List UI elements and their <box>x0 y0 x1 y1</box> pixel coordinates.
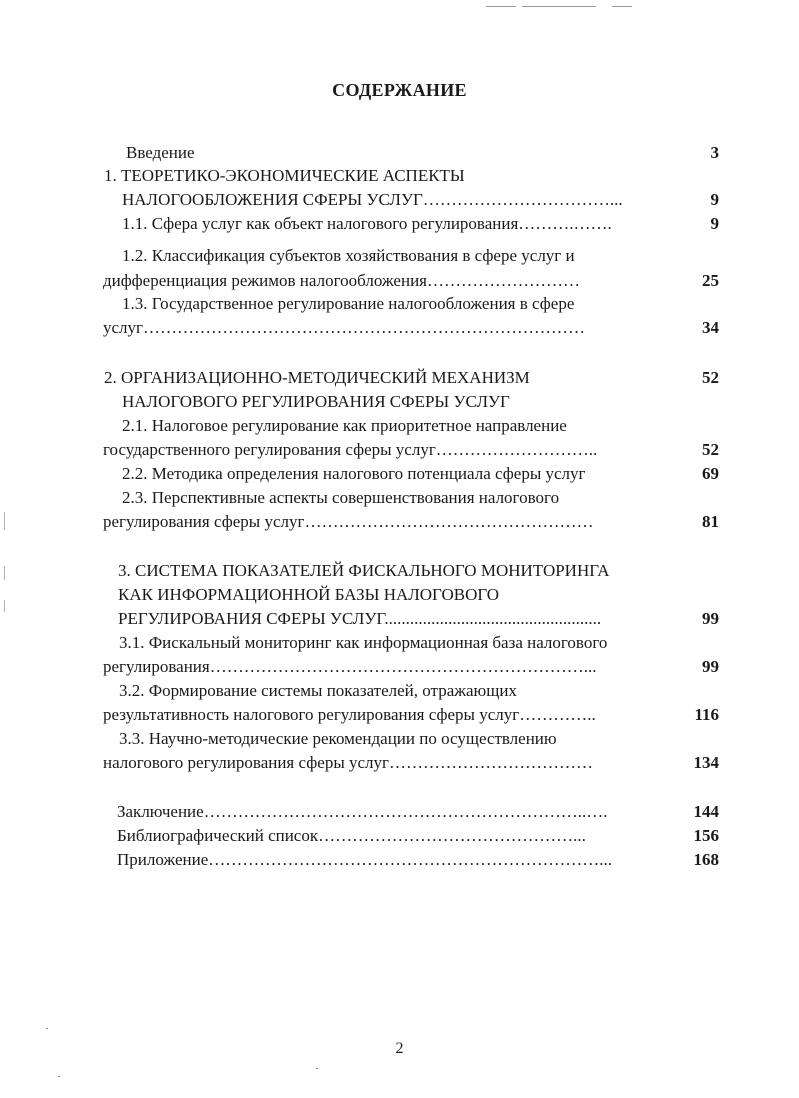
toc-page-number: 25 <box>702 271 719 290</box>
page-number: 2 <box>395 1040 404 1057</box>
toc-section-1-1: 1.1. Сфера услуг как объект налогового регулирования……….……. <box>122 214 612 233</box>
scan-artifact <box>58 1076 60 1077</box>
scan-artifact <box>4 600 5 612</box>
toc-section-2-2: 2.2. Методика определения налогового потенциала сферы услуг <box>122 464 586 483</box>
toc-page-number: 9 <box>710 214 719 233</box>
toc-section-2-3: 2.3. Перспективные аспекты совершенствования налогового <box>122 488 560 507</box>
toc-page-number: 134 <box>693 753 719 772</box>
toc-section-1-2: 1.2. Классификация субъектов хозяйствования в сфере услуг и <box>122 246 575 265</box>
toc-section-3-1: регулирования…………………………………………………………... <box>103 657 597 676</box>
toc-page-number: 116 <box>694 705 719 724</box>
page-title: СОДЕРЖАНИЕ <box>332 80 467 100</box>
scan-artifact <box>316 1068 318 1069</box>
toc-page-number: 69 <box>702 464 719 483</box>
toc-chapter-1: 1. ТЕОРЕТИКО-ЭКОНОМИЧЕСКИЕ АСПЕКТЫ <box>104 166 465 185</box>
toc-chapter-2: НАЛОГОВОГО РЕГУЛИРОВАНИЯ СФЕРЫ УСЛУГ <box>122 392 510 411</box>
toc-page-number: 99 <box>702 657 719 676</box>
toc-page-number: 168 <box>693 850 719 869</box>
toc-section-3-1: 3.1. Фискальный мониторинг как информационная база налогового <box>119 633 608 652</box>
scan-artifact <box>4 512 5 530</box>
scan-artifact <box>46 1028 48 1029</box>
toc-section-3-2: результативность налогового регулирования сферы услуг………….. <box>103 705 596 724</box>
toc-entry-intro: Введение <box>126 143 195 162</box>
toc-chapter-3: КАК ИНФОРМАЦИОННОЙ БАЗЫ НАЛОГОВОГО <box>118 585 500 604</box>
toc-section-2-1: государственного регулирования сферы услуг……………………….. <box>103 440 598 459</box>
toc-section-1-3: 1.3. Государственное регулирование налогообложения в сфере <box>122 294 575 313</box>
toc-appendix: Приложение……………………………………………………………... <box>117 850 612 869</box>
scan-artifact <box>486 6 516 7</box>
toc-section-2-3: регулирования сферы услуг…………………………………………… <box>103 512 594 531</box>
toc-bibliography: Библиографический список………………………………………... <box>117 826 586 845</box>
toc-page-number: 34 <box>702 318 719 337</box>
toc-page-number: 9 <box>710 190 719 209</box>
scan-artifact <box>522 6 596 7</box>
toc-chapter-3: 3. СИСТЕМА ПОКАЗАТЕЛЕЙ ФИСКАЛЬНОГО МОНИТОРИНГА <box>118 561 610 580</box>
toc-conclusion: Заключение…………………………………………………………..…. <box>117 802 608 821</box>
toc-page-number: 99 <box>702 609 719 628</box>
toc-chapter-2: 2. ОРГАНИЗАЦИОННО-МЕТОДИЧЕСКИЙ МЕХАНИЗМ <box>104 368 530 387</box>
toc-section-3-2: 3.2. Формирование системы показателей, отражающих <box>119 681 517 700</box>
scan-artifact <box>4 566 5 580</box>
toc-section-3-3: 3.3. Научно-методические рекомендации по осуществлению <box>119 729 557 748</box>
toc-page-number: 3 <box>710 143 719 162</box>
toc-chapter-1: НАЛОГООБЛОЖЕНИЯ СФЕРЫ УСЛУГ……………………………... <box>122 190 623 209</box>
toc-page-number: 156 <box>693 826 719 845</box>
toc-section-3-3: налогового регулирования сферы услуг……………………………… <box>103 753 593 772</box>
toc-page-number: 52 <box>702 368 719 387</box>
scan-artifact <box>612 6 632 7</box>
toc-section-2-1: 2.1. Налоговое регулирование как приоритетное направление <box>122 416 567 435</box>
toc-page-number: 52 <box>702 440 719 459</box>
toc-page-number: 144 <box>693 802 719 821</box>
toc-section-1-3: услуг…………………………………………………………………… <box>103 318 586 337</box>
toc-section-1-2: дифференциация режимов налогообложения……………………… <box>103 271 580 290</box>
toc-page-number: 81 <box>702 512 719 531</box>
toc-chapter-3: РЕГУЛИРОВАНИЯ СФЕРЫ УСЛУГ................................................... <box>118 609 602 628</box>
